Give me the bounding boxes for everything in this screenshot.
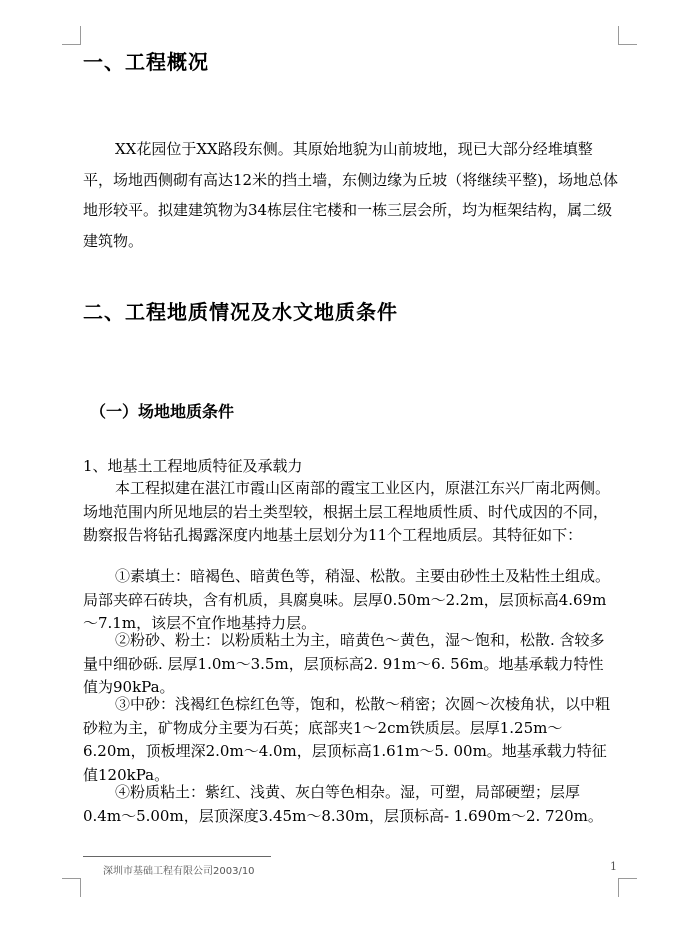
subtitle-foundation-soil: 1、地基土工程地质特征及承载力 <box>83 457 303 475</box>
page-corner-mark <box>618 26 637 45</box>
heading-site-geology: （一）场地地质条件 <box>90 402 235 421</box>
page-corner-mark <box>62 26 81 45</box>
footer-company: 深圳市基础工程有限公司2003/10 <box>103 866 255 877</box>
paragraph-layer-2-silt: ②粉砂、粉土：以粉质粘土为主，暗黄色～黄色，湿～饱和，松散. 含较多量中细砂砾. 层厚1.0m～3.5m，层顶标高2. 91m～6. 56m。地基承载力特性值为90kPa。 <box>83 631 605 696</box>
page-corner-mark <box>62 878 81 897</box>
page-corner-mark <box>618 878 637 897</box>
footer-divider <box>83 856 271 857</box>
paragraph-general-geology: 本工程拟建在湛江市霞山区南部的霞宝工业区内，原湛江东兴厂南北两侧。场地范围内所见地层的岩土类型较，根据土层工程地质性质、时代成因的不同，勘察报告将钻孔揭露深度内地基土层划分为11个工程地质层。其特征如下： <box>83 479 611 544</box>
paragraph-project-intro: XX花园位于XX路段东侧。其原始地貌为山前坡地，现已大部分经堆填整平，场地西侧砌有高达12米的挡土墙，东侧边缘为丘坡（将继续平整)，场地总体地形较平。拟建建筑物为34栋层住宅楼和一栋三层会所，均为框架结构，属二级建筑物。 <box>83 140 618 250</box>
paragraph-layer-4-clay: ④粉质粘土：紫红、浅黄、灰白等色相杂。湿，可塑，局部硬塑；层厚0.4m～5.00m，层顶深度3.45m～8.30m，层顶标高- 1.690m～2. 720m。 <box>83 783 603 825</box>
paragraph-layer-3-sand: ③中砂：浅褐红色棕红色等，饱和，松散～稍密；次圆～次棱角状，以中粗砂粒为主，矿物成分主要为石英；底部夹1～2cm铁质层。层厚1.25m～6.20m，顶板埋深2.0m～4.0m，层顶标高1.61m～5. 00m。地基承载力特征值120kPa。 <box>83 695 611 784</box>
page-number: 1 <box>610 860 617 873</box>
heading-geology-hydrology: 二、工程地质情况及水文地质条件 <box>83 300 398 324</box>
heading-project-overview: 一、工程概况 <box>83 50 209 74</box>
paragraph-layer-1-fill: ①素填土：暗褐色、暗黄色等，稍湿、松散。主要由砂性土及粘性土组成。局部夹碎石砖块，含有机质，具腐臭味。层厚0.50m～2.2m，层顶标高4.69m～7.1m，该层不宜作地基持力层。 <box>83 567 611 632</box>
